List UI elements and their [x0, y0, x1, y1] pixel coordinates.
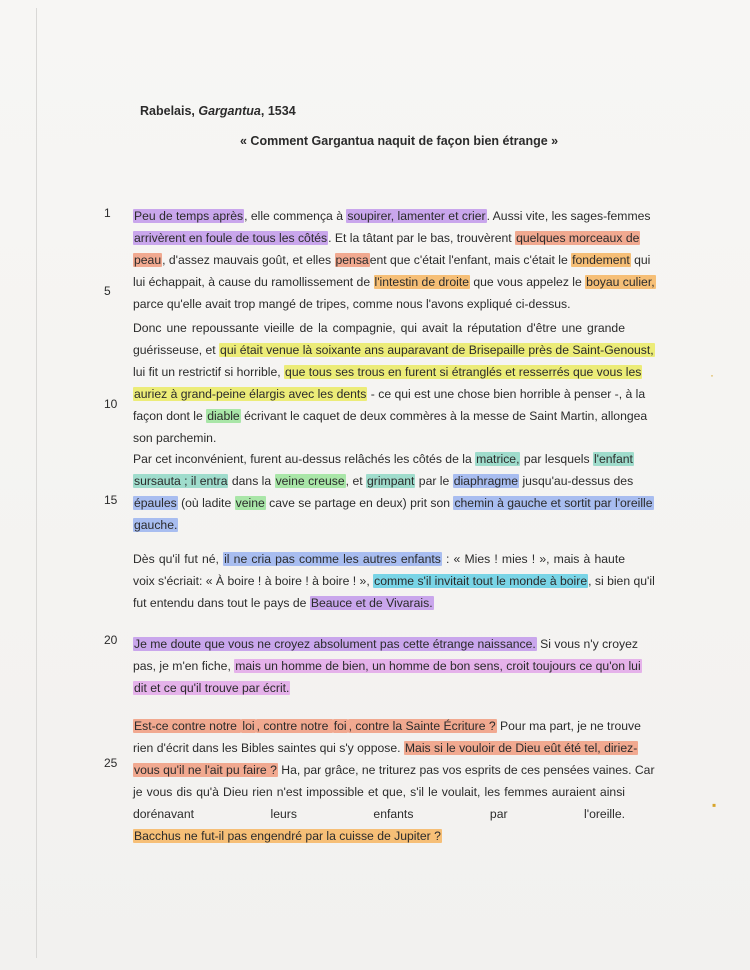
text-segment: . Aussi vite, les sages-femmes — [486, 209, 651, 223]
highlighted-text: grimpant — [367, 474, 415, 488]
line-number: 10 — [104, 397, 118, 411]
highlighted-text: Est-ce contre notre — [134, 719, 241, 733]
text-line — [133, 828, 625, 845]
text-segment: dans la — [228, 474, 275, 488]
highlighted-text: quelques morceaux de — [516, 231, 640, 245]
text-line — [133, 296, 625, 313]
highlighted-text: diable — [207, 409, 240, 423]
highlighted-text: gauche. — [134, 518, 178, 532]
text-segment: ent que c'était l'enfant, mais c'était le — [369, 253, 572, 267]
text-line — [133, 408, 648, 425]
highlighted-text: Je me doute que vous ne croyez absolument pas cette étrange naissance. — [134, 637, 536, 651]
text-line — [133, 784, 625, 801]
highlighted-text: diaphragme — [453, 474, 519, 488]
text-line — [133, 230, 640, 247]
text-line — [133, 658, 641, 675]
text-segment: dorénavant leurs enfants par l'oreille. — [133, 807, 625, 821]
text-segment: : « Mies ! mies ! », mais à haute — [441, 552, 625, 566]
highlight-dot: ▪ — [712, 798, 717, 812]
line-number: 15 — [104, 493, 118, 507]
text-segment: Dès qu'il fut né, — [133, 552, 224, 566]
highlighted-text: fondement — [572, 253, 630, 267]
highlighted-text: mais un homme de bien, un homme de bon sens, croit toujours ce qu'on lui — [235, 659, 641, 673]
highlighted-text: arrivèrent en foule de tous les côtés — [134, 231, 328, 245]
text-segment: lui échappait, à cause du ramollissement de — [133, 275, 374, 289]
text-segment: écrivant le caquet de deux commères à la messe de Saint Martin, allongea — [240, 409, 648, 423]
text-segment: voix s'écriait: « À boire ! à boire ! à boire ! », — [133, 574, 374, 588]
text-segment: lui fit un restrictif si horrible, — [133, 365, 285, 379]
highlighted-text: sursauta ; il entra — [134, 474, 228, 488]
text-line — [133, 364, 642, 381]
text-line — [133, 473, 634, 490]
text-segment: , si bien qu'il — [588, 574, 655, 588]
highlighted-text: il ne cria pas comme les autres enfants — [224, 552, 441, 566]
text-segment: Par cet inconvénient, furent au-dessus relâchés les côtés de la — [133, 452, 476, 466]
text-segment: pas, je m'en fiche, — [133, 659, 235, 673]
highlighted-text: veine — [235, 496, 265, 510]
text-line — [133, 806, 625, 823]
text-segment: façon dont le — [133, 409, 207, 423]
page-edge-line — [36, 8, 37, 958]
text-line — [133, 595, 625, 612]
highlighted-text: auriez à grand-peine élargis avec les dents — [134, 387, 367, 401]
text-line — [133, 573, 655, 590]
highlighted-text: l'enfant — [593, 452, 633, 466]
highlighted-text: boyau culier, — [586, 275, 655, 289]
line-number: 5 — [104, 284, 111, 298]
book-title: Gargantua — [198, 104, 261, 118]
text-segment: Ha, par grâce, ne triturez pas vos esprits de ces pensées vaines. Car — [277, 763, 655, 777]
text-segment: Si vous n'y croyez — [536, 637, 638, 651]
highlighted-text: comme s'il invitait tout le monde à boire — [374, 574, 588, 588]
text-line — [133, 386, 646, 403]
text-segment: , et — [345, 474, 366, 488]
text-segment: . Et la tâtant par le bas, trouvèrent — [328, 231, 516, 245]
text-line — [133, 320, 625, 337]
publication-year: , 1534 — [260, 104, 296, 118]
highlighted-text: l'intestin de droite — [374, 275, 469, 289]
text-line — [133, 517, 625, 534]
text-segment: rien d'écrit dans les Bibles saintes qui s'y oppose. — [133, 741, 404, 755]
highlighted-text: , contre notre — [256, 719, 332, 733]
text-line — [133, 636, 638, 653]
text-segment: parce qu'elle avait trop mangé de tripes, comme nous l'avons expliqué ci-dessus. — [133, 297, 571, 311]
author-name: Rabelais, — [140, 104, 199, 118]
highlighted-text: veine creuse — [275, 474, 345, 488]
highlighted-text: peau — [134, 253, 162, 267]
text-segment: Donc une repoussante vieille de la compagnie, qui avait la réputation d'être une grande — [133, 321, 625, 335]
line-number: 20 — [104, 633, 118, 647]
highlighted-text: vous qu'il ne l'ait pu faire ? — [134, 763, 277, 777]
line-number: 1 — [104, 206, 111, 220]
text-line — [133, 762, 655, 779]
highlight-dot: · — [710, 368, 714, 382]
highlighted-text: qui était venue là soixante ans auparavant de Brisepaille près de Saint-Genoust, — [220, 343, 654, 357]
text-line — [133, 740, 638, 757]
document-header — [140, 104, 296, 118]
chapter-title: « Comment Gargantua naquit de façon bien étrange » — [240, 134, 559, 148]
text-line — [133, 551, 625, 568]
text-segment: guérisseuse, et — [133, 343, 220, 357]
text-segment: , d'assez mauvais goût, et elles — [162, 253, 335, 267]
text-line — [133, 718, 641, 735]
text-segment: - ce qui est une chose bien horrible à penser -, à la — [367, 387, 646, 401]
highlighted-text: Bacchus ne fut-il pas engendré par la cuisse de Jupiter ? — [134, 829, 441, 843]
text-segment: Pour ma part, je ne trouve — [496, 719, 641, 733]
text-segment: je vous dis qu'à Dieu rien n'est impossible et que, s'il le voulait, les femmes auraient ainsi — [133, 785, 625, 799]
text-line — [133, 495, 653, 512]
text-segment: qui — [630, 253, 651, 267]
text-line — [133, 680, 625, 697]
text-segment: son parchemin. — [133, 431, 217, 445]
highlighted-text: Peu de temps après — [134, 209, 244, 223]
highlighted-text: pensa — [335, 253, 369, 267]
text-segment: par le — [415, 474, 453, 488]
highlighted-text: foi — [333, 719, 347, 733]
line-number: 25 — [104, 756, 118, 770]
highlighted-text: soupirer, lamenter et crier — [347, 209, 486, 223]
text-segment: jusqu'au-dessus des — [519, 474, 634, 488]
text-line — [133, 430, 625, 447]
highlighted-text: loi — [242, 719, 255, 733]
highlighted-text: Beauce et de Vivarais. — [310, 596, 433, 610]
text-line — [133, 451, 633, 468]
highlighted-text: que tous ses trous en furent si étranglés et resserrés que vous les — [285, 365, 642, 379]
highlighted-text: chemin à gauche et sortit par l'oreille — [454, 496, 653, 510]
highlighted-text: matrice, — [476, 452, 520, 466]
highlighted-text: , contre la Sainte Écriture ? — [348, 719, 496, 733]
text-line — [133, 252, 651, 269]
text-line — [133, 274, 655, 291]
text-segment: par lesquels — [520, 452, 593, 466]
text-line — [133, 342, 654, 359]
text-line — [133, 208, 651, 225]
highlighted-text: Mais si le vouloir de Dieu eût été tel, diriez- — [404, 741, 638, 755]
text-segment: , elle commença à — [244, 209, 347, 223]
highlighted-text: épaules — [134, 496, 177, 510]
text-segment: cave se partage en deux) prit son — [265, 496, 454, 510]
text-segment: fut entendu dans tout le pays de — [133, 596, 310, 610]
text-segment: que vous appelez le — [469, 275, 586, 289]
highlighted-text: dit et ce qu'il trouve par écrit. — [134, 681, 290, 695]
text-segment: (où ladite — [177, 496, 235, 510]
